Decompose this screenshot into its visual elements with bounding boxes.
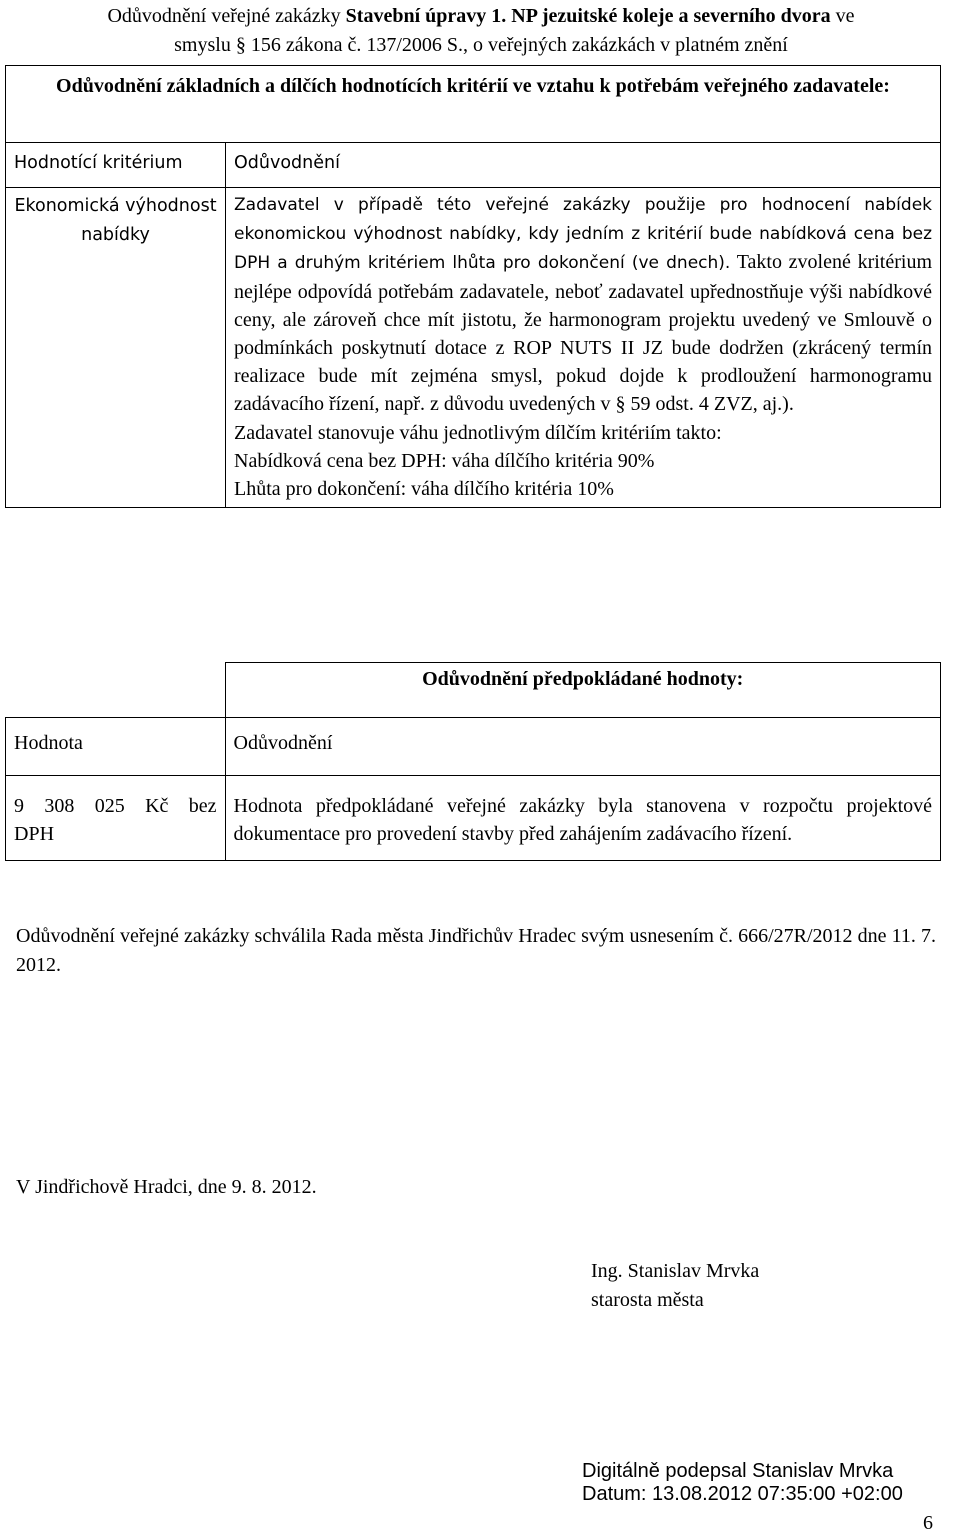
weight-price: Nabídková cena bez DPH: váha dílčího kritéria 90% [234, 449, 655, 472]
value-reason-cell [225, 776, 941, 861]
criteria-col-header-reason [226, 143, 941, 188]
weights-intro: Zadavatel stanovuje váhu jednotlivým dílčím kritériím takto: [234, 421, 722, 444]
criteria-col-header-criterion-text: Hodnotící kritérium [14, 153, 183, 173]
criteria-col-header-reason-text: Odůvodnění [234, 153, 340, 173]
value-amount: 9 308 025 Kč bez DPH [14, 795, 217, 845]
criterion-reason-sans: Zadavatel v případě této veřejné zakázky použije pro hodnocení nabídek ekonomickou výhodnost nabídky, kdy jedním z kritérií bude nabídková cena bez DPH a druhým kritériem lhůta pro dokončení (ve dnech). [234, 195, 932, 274]
value-amount-cell [6, 776, 226, 861]
signer-role: starosta města [591, 1289, 704, 1311]
header-prefix: Odůvodnění veřejné zakázky [107, 5, 346, 27]
contract-name: Stavební úpravy 1. NP jezuitské koleje a severního dvora [345, 5, 831, 27]
weight-time: Lhůta pro dokončení: váha dílčího kritéria 10% [234, 477, 614, 500]
digital-signature-line-2: Datum: 13.08.2012 07:35:00 +02:00 [582, 1483, 903, 1505]
digital-signature [582, 1460, 903, 1506]
value-table-title: Odůvodnění předpokládané hodnoty: [225, 663, 941, 718]
header-line-2: smyslu § 156 zákona č. 137/2006 S., o veřejných zakázkách v platném znění [174, 34, 788, 56]
criteria-table [5, 65, 941, 508]
criteria-col-header-criterion [6, 143, 226, 188]
criteria-row-criterion [6, 188, 226, 508]
value-col-header-reason [225, 718, 941, 776]
criterion-name: Ekonomická výhodnost nabídky [14, 196, 217, 245]
signer-name: Ing. Stanislav Mrvka [591, 1260, 760, 1282]
signature-block [591, 1257, 759, 1315]
place-and-date: V Jindřichově Hradci, dne 9. 8. 2012. [16, 1176, 317, 1198]
approval-note: Odůvodnění veřejné zakázky schválila Rada města Jindřichův Hradec svým usnesením č. 666/27R/2012 dne 11. 7. 2012. [16, 925, 936, 976]
header-line-1 [16, 2, 946, 31]
value-reason: Hodnota předpokládané veřejné zakázky byla stanovena v rozpočtu projektové dokumentace pro provedení stavby před zahájením zadávacího řízení. [233, 795, 932, 845]
criteria-table-title: Odůvodnění základních a dílčích hodnotících kritérií ve vztahu k potřebám veřejného zadavatele: [6, 66, 941, 143]
value-col-header-amount [6, 718, 226, 776]
header-suffix: ve [830, 5, 855, 27]
document-header [16, 2, 946, 60]
value-table [5, 662, 941, 861]
page-number: 6 [923, 1512, 933, 1534]
criterion-reason-paragraph [234, 190, 932, 419]
value-col-header-amount-text: Hodnota [14, 732, 83, 754]
criteria-row-reason [226, 188, 941, 508]
value-col-header-reason-text: Odůvodnění [233, 732, 333, 754]
digital-signature-line-1: Digitálně podepsal Stanislav Mrvka [582, 1460, 894, 1482]
criterion-reason-serif: Takto zvolené kritérium nejlépe odpovídá potřebám zadavatele, neboť zadavatel upřednostňuje výši nabídkové ceny, ale zároveň chce mít jistotu, že harmonogram projektu uvedený ve Smlouvě o podmínkách poskytnutí dotace z ROP NUTS II JZ bude dodržen (zkrácený termín realizace bude mít zejména smysl, pokud dojde k prodloužení harmonogramu zadávacího řízení, např. z důvodu uvedených v § 59 odst. 4 ZVZ, aj.). [234, 251, 933, 416]
value-title-spacer [6, 663, 226, 718]
